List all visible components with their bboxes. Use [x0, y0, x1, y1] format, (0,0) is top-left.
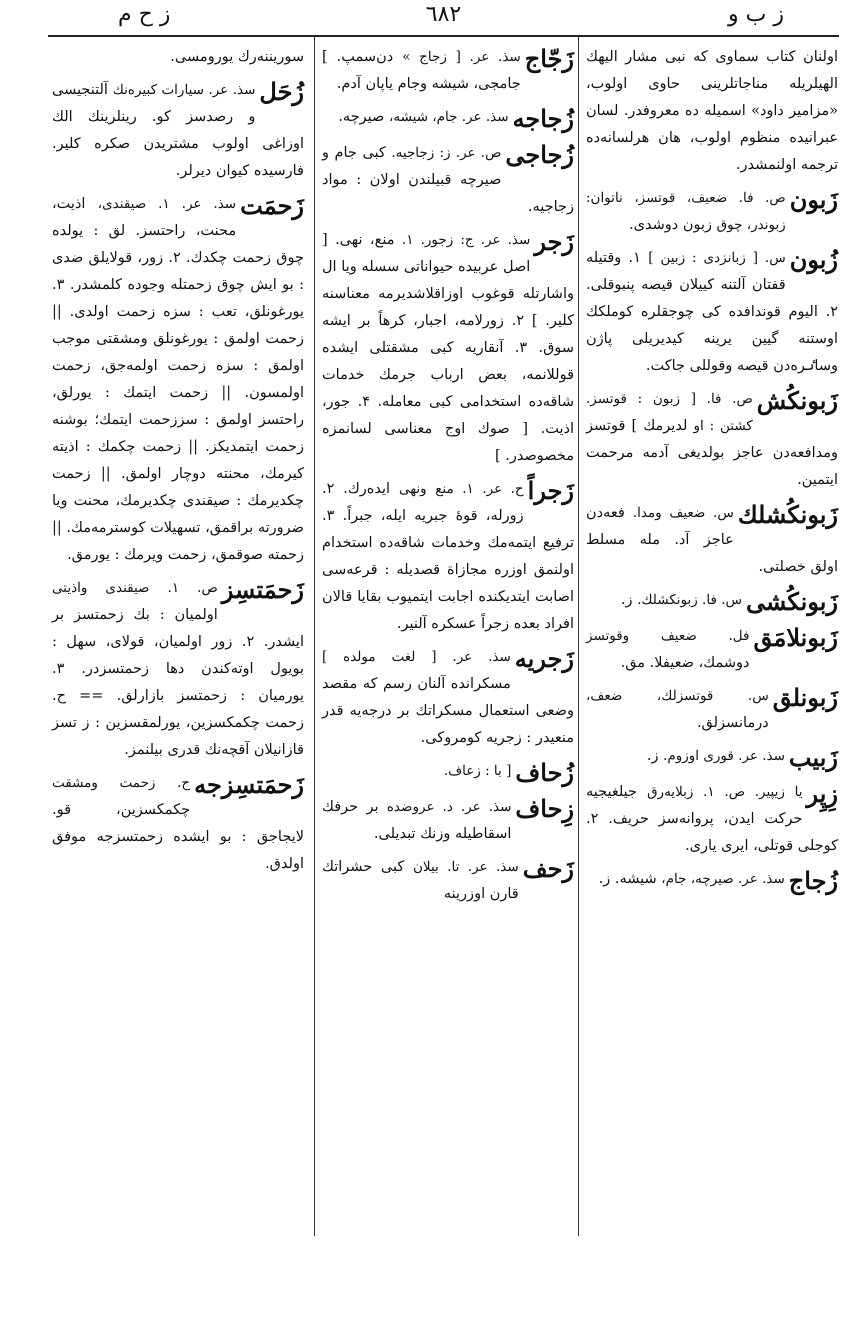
- entry-definition: کبی جام و صیرچه قبیلندن اولان : مواد زجاجیه.: [322, 145, 574, 215]
- headword: زَجریه: [514, 644, 574, 673]
- entry: [586, 44, 838, 179]
- entry-grammar: سذ. عر. [ لغت مولده ]: [322, 649, 511, 665]
- entry: [322, 104, 574, 134]
- entry-grammar: فل. ضعیف وقوتسز: [586, 628, 750, 644]
- headword: زَجراً: [527, 476, 574, 505]
- entry: [52, 770, 304, 878]
- headword: زِپِر: [806, 779, 838, 808]
- entry: [322, 794, 574, 848]
- entry: [586, 245, 838, 380]
- entry-grammar: سذ. عر. [ زجاج »: [402, 49, 521, 65]
- header-rule: [48, 35, 839, 37]
- entry-definition: درمانسزلق.: [696, 715, 769, 731]
- entry-definition: دوشمك، ضعیفلا. مق.: [620, 655, 750, 671]
- entry-grammar: سذ. عر. تا. بیلان: [413, 859, 519, 875]
- entry: [586, 683, 838, 737]
- entry-grammar: سذ. عر. ج: زجور. ۱.: [401, 232, 531, 248]
- entry-definition: ۱. وقتیله قفتان آلتنه کییلان قیصه پنبوقلی. ۲. الیوم قوندافده کی چوجقلره کوملکك اوستنه گیین یرینه کیدیریلی پاژن وساٸره‌دن قیصه وقوللی جاکت.: [586, 250, 838, 374]
- entry: [586, 743, 838, 773]
- entry-definition: شیشه. ز.: [598, 871, 657, 887]
- entry-definition: جیلغیجیه حرکت ایدن، پروانه‌سز حریف. ۲. کوجلی قوتلی، ایری یاری.: [586, 784, 838, 854]
- headword: زُجاجه: [512, 104, 574, 133]
- column-divider: [314, 36, 315, 1236]
- headword: زَبیب: [788, 743, 838, 772]
- headword: زَحمَتسِزجه: [194, 770, 304, 799]
- headword: زَحف: [522, 854, 574, 883]
- entry: [52, 44, 304, 71]
- entry-definition: سوریننه‌رك یورومسی.: [170, 49, 304, 65]
- headword: زَبونكُشی: [745, 587, 838, 616]
- headword: زَحمَتسِز: [221, 575, 304, 604]
- entry-grammar: سذ. عر. د. عروضده: [386, 799, 512, 815]
- headword: زُجاج: [788, 866, 838, 895]
- entry: [52, 77, 304, 185]
- entry-grammar: سذ. عر. ۱. صیقندی،: [97, 196, 237, 212]
- entry: [322, 476, 574, 638]
- entry-grammar: [ با : زعاف.: [443, 763, 512, 779]
- headword: زَحمَت: [240, 191, 304, 220]
- entry-grammar: سذ. عر. جام، شیشه،: [388, 109, 509, 125]
- entry-definition: لدیرمك ] قوتسز ومدافعه‌دن عاجز بولدیغی آدمه مرحمت ایتمین.: [586, 418, 838, 488]
- entry-grammar: س. فا. زبونکشلك.: [637, 592, 742, 608]
- entry: [52, 191, 304, 569]
- entry: [586, 500, 838, 581]
- entry-definition: ز.: [620, 592, 633, 608]
- headword: زَبونلامَق: [753, 623, 838, 652]
- column-middle: [322, 44, 574, 914]
- entry-grammar: س. قوتسزلك، ضعف،: [586, 688, 769, 704]
- entry-definition: فعه‌دن عاجز آد. مله مسلط اولق خصلتی.: [586, 505, 838, 575]
- entry: [52, 575, 304, 764]
- entry: [322, 758, 574, 788]
- entry-grammar: سذ. عر. قوری اوزوم.: [663, 748, 785, 764]
- entry-definition: کبی حشراتك قارن اوزرینه: [322, 859, 519, 902]
- entry: [322, 140, 574, 221]
- entry: [586, 587, 838, 617]
- page-number: ٦٨٢: [425, 2, 462, 27]
- entry-definition: آلتنجیسی و رصدسز کو. رینلرینك الك اوزاغی اولوب مشتریدن صکره کلیر. فارسیده کیوان دیرلر.: [52, 82, 304, 179]
- entry-definition: اولنان کتاب سماوی که نبی مشار الیهك الهیلریله مناجاتلرینی حاوی اولوب، «مزامیر داود» اسمیله ده معروفدر. لسان عبرانیده منظوم اولوب، هان هرلسانه‌ده ترجمه اولنمشدر.: [586, 49, 838, 173]
- entry-definition: مسکرانده آلنان رسم که مقصد وضعی استعمال مسکراتك بر درجه‌یه قدر منعیدر : زجریه کومروکی.: [322, 676, 574, 746]
- entry-grammar: یا زیپیر. ص. ۱. زبلایه‌رق: [647, 784, 803, 800]
- headword: زَبونلق: [772, 683, 838, 712]
- running-head: [48, 0, 839, 34]
- entry-definition: ز.: [646, 748, 659, 764]
- column-right: [586, 44, 838, 902]
- column-left: [52, 44, 304, 884]
- headword: زُحاف: [515, 758, 574, 787]
- entry-grammar: ص. فا. ضعیف، قوتسز، ناتوان: زبوندر، چوق: [586, 190, 786, 233]
- entry-grammar: ح. زحمت ومشقت: [52, 775, 191, 791]
- entry-grammar: سذ. عر. سیارات کبیره‌نك: [112, 82, 256, 98]
- entry-grammar: ص. عر. ز: زجاجیه.: [391, 145, 502, 161]
- entry: [322, 854, 574, 908]
- entry-definition: اذیت، محنت، راحتسز. لق : یولده چوق زحمت چکدك. ۲. زور، قولایلق ضدی : بو ایش چوق زحمتله وجوده کلمشدر. ۳. یورغونلق، تعب : سزه زحمت اولدی. || زحمت اولمق : یورغونلق ومشقتی موجب اولمق : سزه زحمت اولمه‌جق، زحمت اولمسون. || زحمت ایتمك : یورلق، راحتسز اولمق : سززحمت ایتمك؛ بوشنه زحمت ایتمدیکز. || زحمت چکمك : اذیته کیرمك، محنته دوچار اولمق. || زحمت چکدیرمك : صیقندی چکدیرمك، محنت ویا ضرورته براقمق، تسهیلات کوسترمه‌مك. || زحمته صوقمق، زحمت ویرمك : یورمق.: [52, 196, 304, 563]
- entry: [586, 185, 838, 239]
- headword: زِحاف: [515, 794, 574, 823]
- entry-definition: دن‌سمپ. ] جامجی، شیشه وجام یاپان آدم.: [322, 49, 521, 92]
- entry: [322, 227, 574, 470]
- headword: زَبونكُش: [756, 386, 838, 415]
- headword: زُحَل: [259, 77, 304, 106]
- headword: زَبونكُشلك: [737, 500, 838, 529]
- entry: [322, 44, 574, 98]
- entry: [586, 779, 838, 860]
- entry: [322, 644, 574, 752]
- entry: [586, 386, 838, 494]
- entry-grammar: س. ضعیف ومدا.: [632, 505, 734, 521]
- entry-definition: منع، نهی. [ اصل عربیده حیواناتی سسله ویا ال واشارتله قوغوب اوزاقلاشدیرمه معناسنه کلیر. ] ۲. زورلامه، اجبار، کرهاً بر ایشه سوق. ۳. آنقاریه کبی مشقتلی ایشده قوللانمه، بعض ارباب جرمك خدمات شاقه‌ده استخدامی کبی معامله. ۴. جور، اذیت. [ صوك اوج معناسی لسانمزه مخصوصدر. ]: [322, 232, 575, 464]
- entry-definition: ایده‌رك. ۲. زورله، قوۀ جبریه ایله، جبراً. ۳. ترفیع ایتمه‌مك وخدمات شاقه‌ده استخدام اولنمق اوزره مجازاة قصدیله : قرعه‌سی اصابت ایتدیکنده اجابت ایتمیوب بقایا قالان افراد بعده زجراً عسکره آلنیر.: [322, 481, 574, 632]
- column-divider: [578, 36, 579, 1236]
- guide-word-right: ز ب و: [728, 2, 784, 27]
- entry-grammar: سذ. عر. صیرچه، جام،: [661, 871, 785, 887]
- entry-grammar: ص. ۱. صیقندی واذیتی: [52, 580, 218, 596]
- headword: زَجّاج: [524, 44, 574, 73]
- entry-definition: صیرچه.: [338, 109, 385, 125]
- entry-definition: چکمکسزین، قو. لایجاجق : بو ایشده زحمتسزجه موفق اولدق.: [52, 802, 304, 872]
- entry: [586, 866, 838, 896]
- entry: [586, 623, 838, 677]
- guide-word-left: ز ح م: [118, 2, 171, 27]
- headword: زَجر: [534, 227, 574, 256]
- entry-grammar: س. [ زبانزدی : زبین ]: [648, 250, 786, 266]
- headword: زَبون: [789, 185, 838, 214]
- headword: زُبون: [789, 245, 838, 274]
- entry-definition: بر حرفك اسقاطیله وزنك تبدیلی.: [322, 799, 512, 842]
- entry-definition: زبون دوشدی.: [629, 217, 713, 233]
- entry-grammar: ص. فا. [ زبون : قوتسز. کشتن : او: [586, 391, 753, 434]
- entry-grammar: ح. عر. ۱. منع ونهی: [398, 481, 524, 497]
- entry-definition: اولمیان : بك زحمتسز بر ایشدر. ۲. زور اولمیان، قولای، سهل : بویول اوته‌کندن دها زحمتسزدر. ۳. یورمیان : زحمتسز بازارلق. == ح. زحمت چکمکسزین، یورلمقسزین : ز تسز قازانیلان آقچه‌نك قدری بیلنمز.: [52, 607, 304, 758]
- headword: زُجاجی: [505, 140, 574, 169]
